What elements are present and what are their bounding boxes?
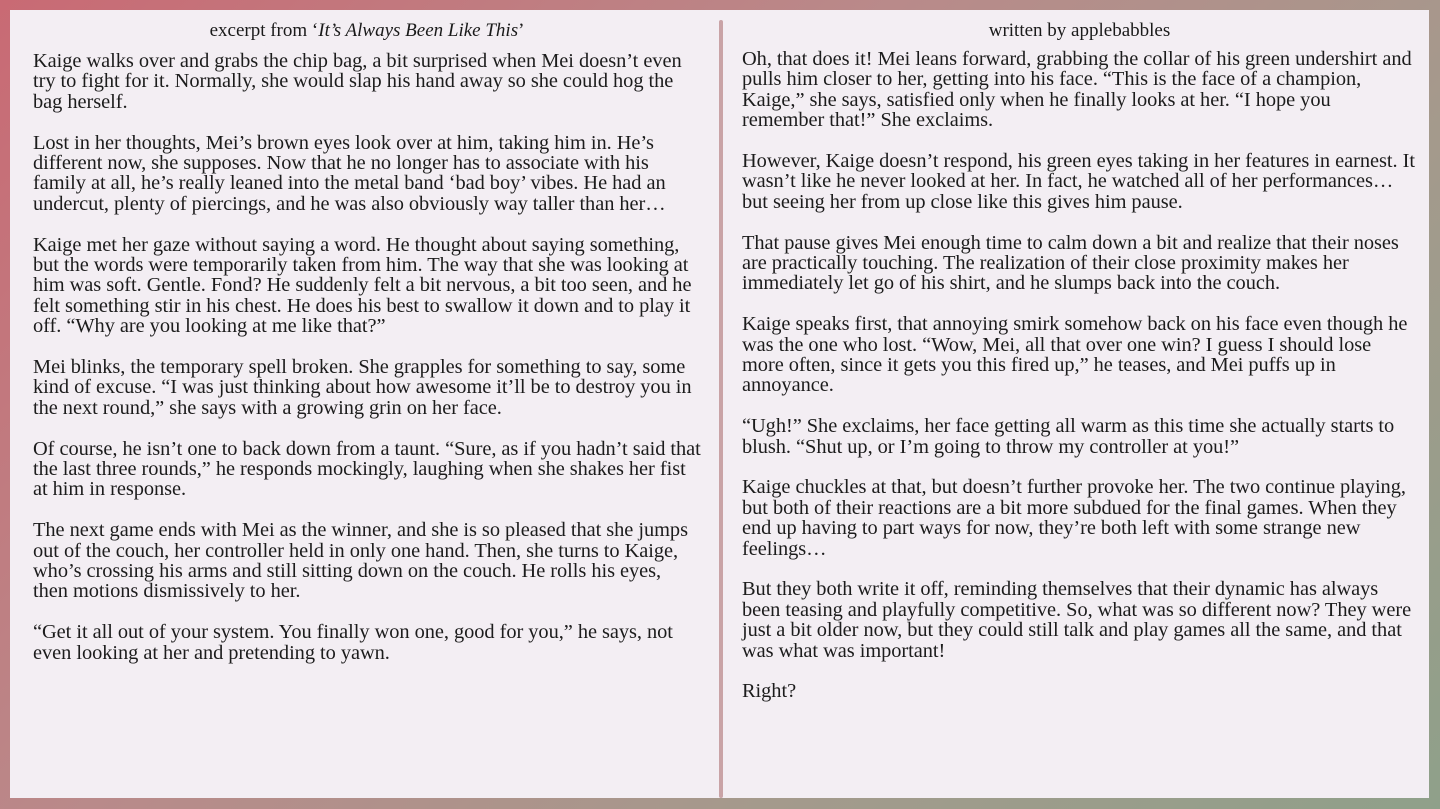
paragraph: However, Kaige doesn’t respond, his green eyes taking in her features in earnest. It wasn’t like he never looked at her. In fact, he watched all of her performances… but seeing her from up close like this gives him pause. (742, 150, 1415, 213)
right-column (742, 10, 1417, 722)
author-header: written by applebabbles (988, 20, 1171, 41)
left-column (33, 10, 701, 683)
right-story-text (742, 49, 1417, 702)
paragraph: That pause gives Mei enough time to calm down a bit and realize that their noses are practically touching. The realization of their close proximity makes her immediately let go of his shirt, and he slumps back into the couch. (742, 231, 1399, 295)
paragraph: Oh, that does it! Mei leans forward, grabbing the collar of his green undershirt and pulls him closer to her, getting into his face. “This is the face of a champion, Kaige,” she says, satisfied only when he finally looks at her. “I hope you remember that!” She exclaims. (742, 48, 1412, 132)
paragraph: Right? (742, 680, 797, 703)
paragraph: Kaige speaks first, that annoying smirk somehow back on his face even though he was the one who lost. “Wow, Mei, all that over one win? I guess I should lose more often, since it gets you this fired up,” he teases, and Mei puffs up in annoyance. (742, 313, 1408, 397)
paragraph: “Ugh!” She exclaims, her face getting all warm as this time she actually starts to blush. “Shut up, or I’m going to throw my controller at you!” (742, 415, 1395, 458)
paragraph: Of course, he isn’t one to back down from a taunt. “Sure, as if you hadn’t said that the last three rounds,” he responds mockingly, laughing when she shakes her fist at him in response. (33, 437, 701, 501)
paragraph: Lost in her thoughts, Mei’s brown eyes look over at him, taking him in. He’s different now, she supposes. Now that he no longer has to associate with his family at all, he’s really leaned into the metal band ‘bad boy’ vibes. He had an undercut, plenty of piercings, and he was also obviously way taller than her… (33, 131, 666, 215)
story-title: It’s Always Been Like This (318, 20, 519, 41)
paragraph: But they both write it off, reminding themselves that their dynamic has always been teasing and playfully competitive. So, what was so different now? They were just a bit older now, but they could still talk and play games all the same, and that was what was important! (742, 578, 1412, 662)
column-divider (719, 20, 723, 798)
paragraph: “Get it all out of your system. You finally won one, good for you,” he says, not even looking at her and pretending to yawn. (33, 621, 673, 664)
paragraph: Kaige walks over and grabs the chip bag, a bit surprised when Mei doesn’t even try to fight for it. Normally, she would slap his hand away so she could hog the bag herself. (33, 50, 682, 113)
header-suffix: ’ (518, 20, 525, 41)
document-page (10, 10, 1429, 798)
header-prefix: excerpt from ‘ (209, 20, 319, 41)
paragraph: Kaige met her gaze without saying a word. He thought about saying something, but the words were temporarily taken from him. The way that she was looking at him was soft. Gentle. Fond? He suddenly felt a bit nervous, a bit too seen, and he felt something stir in his chest. He does his best to swallow it down and to play it off. “Why are you looking at me like that?” (33, 233, 692, 338)
paragraph: Kaige chuckles at that, but doesn’t further provoke her. The two continue playing, but both of their reactions are a bit more subdued for the final games. When they end up having to part ways for now, they’re both left with some strange new feelings… (742, 476, 1406, 560)
paragraph: The next game ends with Mei as the winner, and she is so pleased that she jumps out of the couch, her controller held in only one hand. Then, she turns to Kaige, who’s crossing his arms and still sitting down on the couch. He rolls his eyes, then motions dismissively to her. (33, 519, 688, 603)
paragraph: Mei blinks, the temporary spell broken. She grapples for something to say, some kind of excuse. “I was just thinking about how awesome it’ll be to destroy you in the next round,” she says with a growing grin on her face. (33, 356, 692, 419)
left-story-text (33, 51, 701, 663)
excerpt-header (33, 20, 701, 42)
